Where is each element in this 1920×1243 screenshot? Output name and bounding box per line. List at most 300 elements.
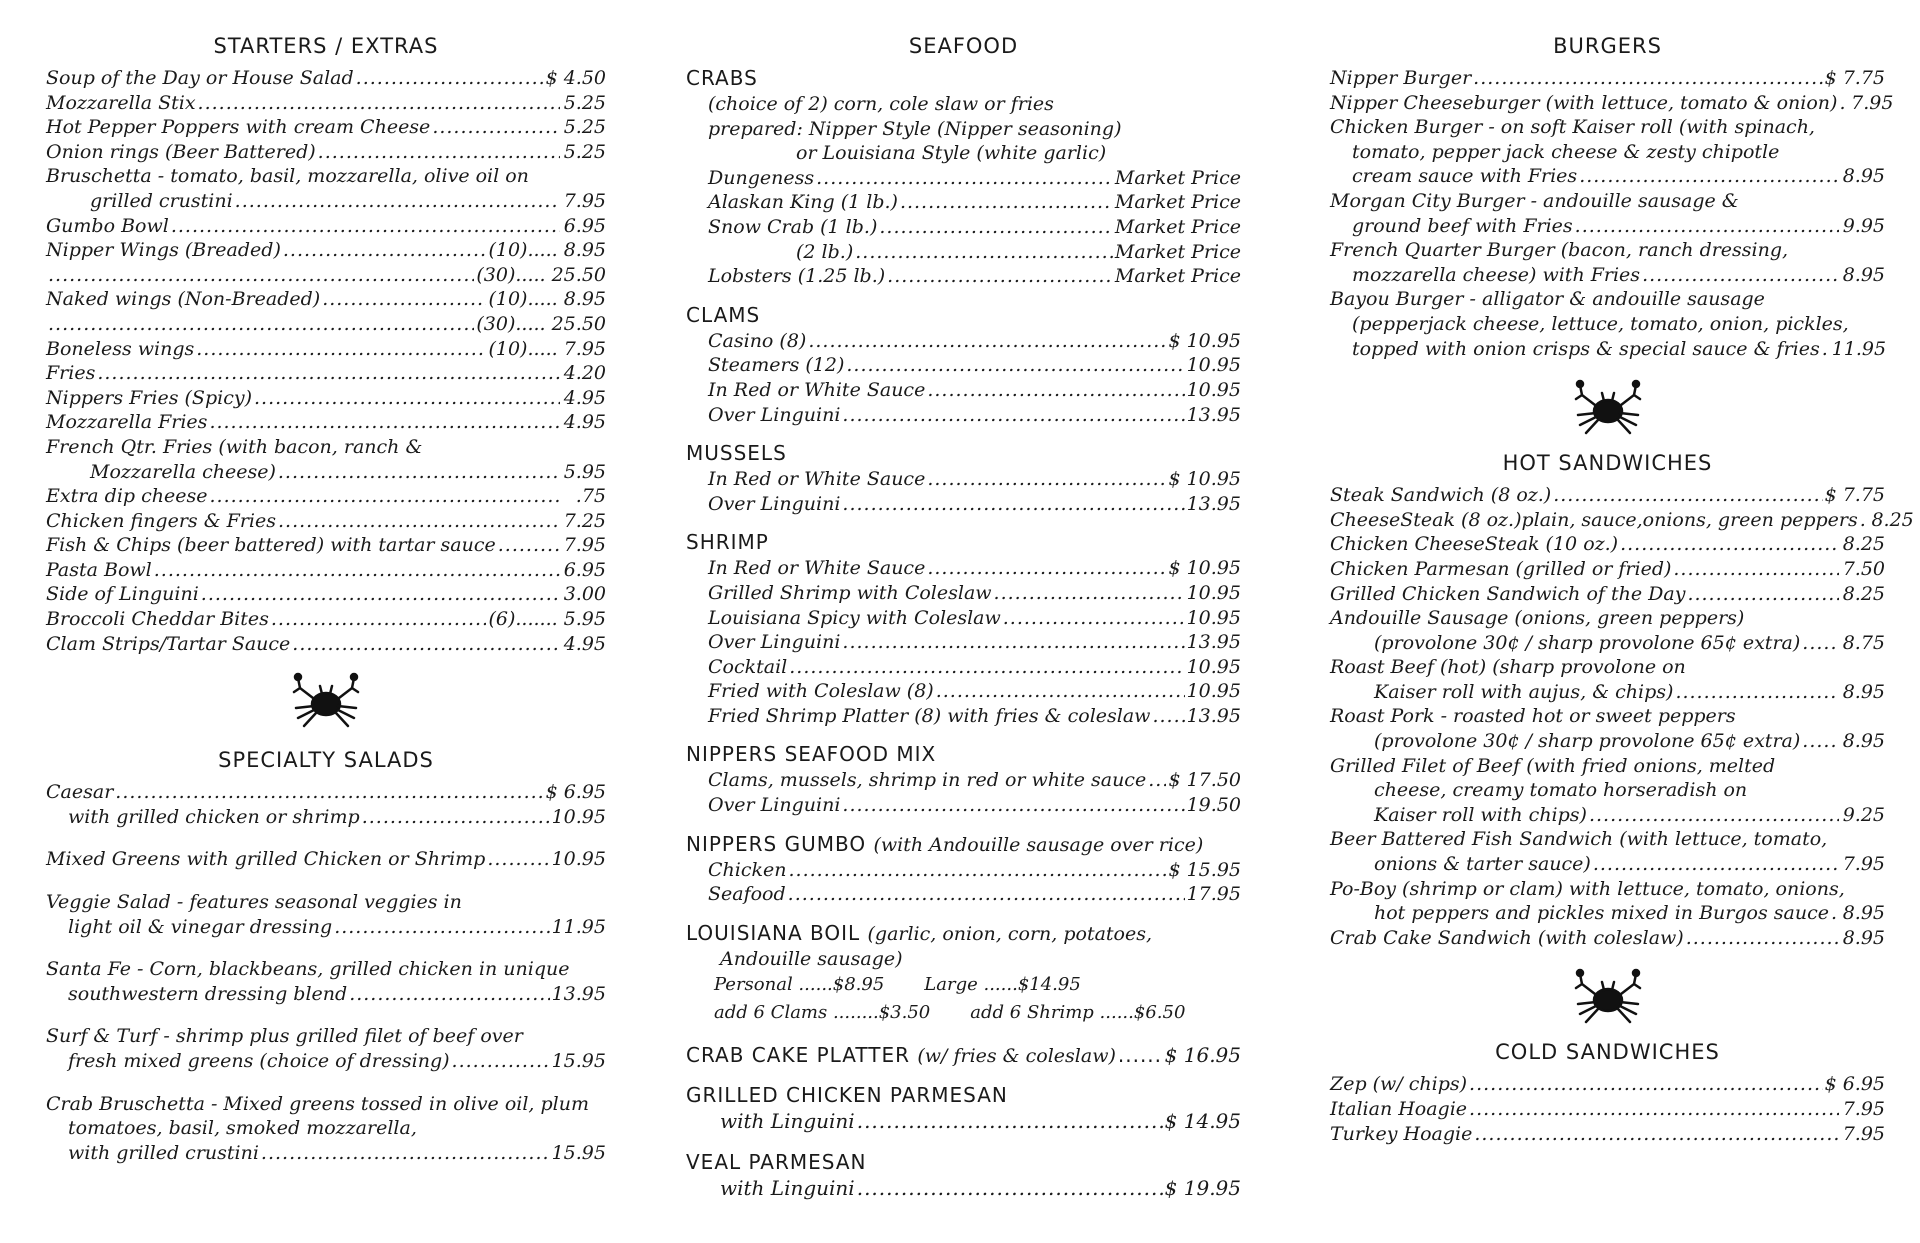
item-price: Market Price	[1114, 166, 1241, 189]
dot-leader	[1003, 606, 1185, 631]
menu-item	[46, 484, 606, 509]
menu-item	[1330, 655, 1885, 680]
crab-icon	[1330, 966, 1885, 1032]
item-name: Nipper Burger	[1330, 67, 1472, 89]
menu-item	[1330, 680, 1885, 705]
clams-heading: CLAMS	[686, 302, 761, 327]
menu-item	[46, 847, 606, 872]
seafood-title: SEAFOOD	[908, 34, 1019, 58]
item-price: 4.95	[563, 386, 606, 409]
dot-leader	[1687, 582, 1839, 607]
shrimp-heading: SHRIMP	[686, 530, 769, 555]
item-price: 8.25	[1842, 582, 1885, 605]
column-middle	[686, 34, 1241, 1200]
dot-leader	[1553, 483, 1822, 508]
boil-add-clams: add 6 Clams ........$3.50	[714, 1002, 931, 1024]
salad-group	[46, 957, 606, 1006]
item-name: Grilled Filet of Beef (with fried onions, melted	[1330, 754, 1776, 777]
dot-leader	[278, 460, 560, 485]
menu-item	[46, 214, 606, 239]
dot-leader	[261, 1141, 550, 1166]
mussels-heading: MUSSELS	[686, 441, 787, 466]
column-left	[46, 34, 606, 1165]
burgers-list	[1330, 66, 1894, 361]
dot-leader	[936, 679, 1185, 704]
item-price: 8.95	[1842, 902, 1885, 925]
cold-sandwiches-list	[1330, 1072, 1885, 1146]
menu-item	[1330, 1072, 1885, 1097]
menu-item	[46, 1049, 606, 1074]
menu-item	[686, 704, 1241, 729]
item-price: $ 15.95	[1168, 858, 1241, 881]
menu-item	[1330, 631, 1885, 656]
menu-item	[1330, 901, 1885, 926]
menu-item	[1330, 877, 1885, 902]
mix-heading: NIPPERS SEAFOOD MIX	[686, 742, 937, 767]
dot-leader	[788, 882, 1185, 907]
menu-item	[46, 509, 606, 534]
item-name: Mozzarella Stix	[46, 91, 196, 114]
item-name: Boneless wings	[46, 337, 195, 360]
item-name: Alaskan King (1 lb.)	[708, 191, 898, 214]
item-price: $ 4.50	[545, 67, 606, 89]
item-name: Italian Hoagie	[1330, 1098, 1468, 1120]
dot-leader	[271, 607, 487, 632]
item-name: light oil & vinegar dressing	[68, 915, 333, 938]
item-price: 7.95	[563, 189, 606, 212]
menu-item	[686, 264, 1241, 289]
item-name: Nipper Wings (Breaded)	[46, 239, 281, 262]
dot-leader	[842, 492, 1184, 517]
dot-leader	[154, 558, 560, 583]
item-name: Grilled Shrimp with Coleslaw	[708, 581, 992, 604]
item-name: (pepperjack cheese, lettuce, tomato, onion, pickles,	[1352, 312, 1849, 335]
item-price: 5.25	[563, 91, 606, 114]
crabs-note-3: or Louisiana Style (white garlic)	[796, 142, 1107, 165]
boil-addons	[686, 999, 1241, 1027]
dot-leader	[1642, 263, 1839, 288]
item-name: Nipper Cheeseburger (with lettuce, tomato & onion)	[1330, 91, 1838, 114]
dot-leader	[1831, 901, 1839, 926]
item-name: Lobsters (1.25 lb.)	[708, 265, 886, 288]
item-name: Clam Strips/Tartar Sauce	[46, 632, 291, 655]
menu-item	[686, 768, 1241, 793]
item-name: with grilled crustini	[68, 1141, 259, 1164]
item-name: tomato, pepper jack cheese & zesty chipotle	[1352, 140, 1780, 163]
dot-leader	[322, 287, 486, 312]
menu-item	[46, 435, 606, 460]
item-name: with grilled chicken or shrimp	[68, 805, 360, 828]
item-name: French Qtr. Fries (with bacon, ranch &	[46, 435, 423, 458]
menu-item	[686, 190, 1241, 215]
dot-leader	[927, 467, 1166, 492]
item-price: 8.25	[1871, 508, 1914, 531]
item-price: 5.95	[563, 460, 606, 483]
chicken-parm-heading: GRILLED CHICKEN PARMESAN	[686, 1083, 1008, 1108]
boil-note: (garlic, onion, corn, potatoes,	[867, 922, 1153, 945]
gumbo-heading	[686, 832, 1241, 856]
item-name: Mozzarella Fries	[46, 411, 208, 434]
item-name: hot peppers and pickles mixed in Burgos sauce	[1374, 902, 1829, 925]
dot-leader	[209, 410, 560, 435]
item-price: 10.95	[1186, 680, 1241, 703]
hot-sandwiches-list	[1330, 483, 1914, 950]
item-price: $ 7.75	[1824, 67, 1885, 89]
item-name: French Quarter Burger (bacon, ranch dressing,	[1330, 239, 1789, 262]
item-price: 8.95	[1842, 730, 1885, 753]
menu-item	[46, 460, 606, 485]
item-name: Extra dip cheese	[46, 485, 208, 508]
item-price: 17.95	[1186, 883, 1241, 906]
item-price: 5.25	[563, 116, 606, 139]
menu-item	[686, 166, 1241, 191]
menu-item	[46, 805, 606, 830]
veal-parm-row	[686, 1176, 1241, 1201]
item-price: $ 6.95	[1824, 1073, 1885, 1096]
salad-group	[46, 847, 606, 872]
item-name: Fried Shrimp Platter (8) with fries & coleslaw	[708, 704, 1151, 727]
crab-icon	[1330, 377, 1885, 443]
dot-leader	[855, 240, 1113, 265]
item-name: Gumbo Bowl	[46, 214, 169, 237]
item-name: Casino (8)	[708, 329, 807, 352]
menu-item	[1330, 115, 1885, 140]
item-name: Steak Sandwich (8 oz.)	[1330, 484, 1552, 507]
item-price: $ 10.95	[1168, 329, 1241, 352]
menu-item	[1330, 704, 1885, 729]
menu-item	[686, 353, 1241, 378]
chicken-parm-name: with Linguini	[720, 1109, 855, 1134]
menu-item	[1330, 189, 1885, 214]
item-price: 7.95	[1851, 91, 1894, 114]
menu-item	[1330, 532, 1885, 557]
menu-item	[686, 679, 1241, 704]
item-name: CheeseSteak (8 oz.)plain, sauce,onions, green peppers	[1330, 508, 1858, 531]
menu-item	[46, 607, 606, 632]
item-price: $ 10.95	[1168, 557, 1241, 580]
item-price: 13.95	[1186, 403, 1241, 426]
dot-leader	[1469, 1072, 1823, 1097]
dot-leader	[283, 238, 487, 263]
item-name: Grilled Chicken Sandwich of the Day	[1330, 582, 1686, 605]
salad-group	[46, 1024, 606, 1073]
item-price: $ 10.95	[1168, 468, 1241, 491]
item-name: Dungeness	[708, 166, 815, 189]
item-name: Chicken fingers & Fries	[46, 509, 277, 532]
menu-item	[1330, 557, 1885, 582]
dot-leader	[789, 858, 1167, 883]
dot-leader	[1839, 91, 1847, 116]
dot-leader	[452, 1049, 550, 1074]
item-name: Crab Bruschetta - Mixed greens tossed in olive oil, plum	[46, 1092, 590, 1115]
dot-leader	[1152, 704, 1184, 729]
crab-cake-price: $ 16.95	[1164, 1043, 1241, 1068]
dot-leader	[498, 533, 560, 558]
item-name: Surf & Turf - shrimp plus grilled filet of beef over	[46, 1025, 523, 1048]
item-price: 13.95	[551, 982, 606, 1005]
item-name: In Red or White Sauce	[708, 468, 926, 491]
menu-item	[686, 215, 1241, 240]
menu-item	[46, 1116, 606, 1141]
dot-leader	[789, 655, 1184, 680]
item-name: Over Linguini	[708, 492, 841, 515]
item-name: Over Linguini	[708, 631, 841, 654]
dot-leader	[1675, 680, 1839, 705]
item-price: .75	[575, 485, 606, 508]
item-name: Over Linguini	[708, 403, 841, 426]
item-price: (10)..... 7.95	[488, 337, 606, 360]
item-price: (30)..... 25.50	[476, 312, 606, 335]
menu-item	[1330, 852, 1885, 877]
boil-heading-text: LOUISIANA BOIL	[686, 920, 861, 945]
boil-add-shrimp: add 6 Shrimp ......$6.50	[970, 1002, 1186, 1024]
salads-title: SPECIALTY SALADS	[218, 748, 434, 773]
menu-item	[1330, 214, 1885, 239]
item-price: 4.20	[563, 362, 606, 385]
item-name: Kaiser roll with chips)	[1374, 803, 1587, 826]
item-name: cream sauce with Fries	[1352, 165, 1578, 188]
menu-item	[46, 189, 606, 214]
item-name: In Red or White Sauce	[708, 557, 926, 580]
item-name: Crab Cake Sandwich (with coleslaw)	[1330, 926, 1684, 949]
item-name: Po-Boy (shrimp or clam) with lettuce, tomato, onions,	[1330, 877, 1845, 900]
item-price: $ 7.75	[1824, 484, 1885, 507]
gumbo-heading-text: NIPPERS GUMBO	[686, 831, 867, 856]
crab-cake-heading	[686, 1043, 1116, 1069]
item-name: Turkey Hoagie	[1330, 1122, 1473, 1145]
item-price: 8.95	[1842, 263, 1885, 286]
dot-leader	[1802, 729, 1839, 754]
item-name: fresh mixed greens (choice of dressing)	[68, 1050, 450, 1072]
menu-item	[686, 882, 1241, 907]
menu-item	[1330, 1097, 1885, 1122]
item-price: 9.25	[1842, 803, 1885, 826]
item-price: 7.95	[1842, 1098, 1885, 1120]
salad-group	[46, 1092, 606, 1166]
item-price: 15.95	[551, 1050, 606, 1072]
crabs-note-1: (choice of 2) corn, cole slaw or fries	[708, 93, 1054, 115]
item-name: Beer Battered Fish Sandwich (with lettuce, tomato,	[1330, 828, 1828, 851]
menu-item	[46, 361, 606, 386]
hot-sandwiches-title: HOT SANDWICHES	[1502, 451, 1713, 476]
dot-leader	[1579, 164, 1839, 189]
item-name: topped with onion crisps & special sauce & fries	[1352, 337, 1820, 360]
menu-item	[1330, 483, 1885, 508]
item-price: 8.95	[1842, 165, 1885, 188]
menu-item	[46, 410, 606, 435]
menu-item	[1330, 1122, 1885, 1147]
item-name: onions & tarter sauce)	[1374, 853, 1591, 876]
item-name: Mixed Greens with grilled Chicken or Shrimp	[46, 848, 486, 871]
item-price: 8.95	[1842, 926, 1885, 949]
item-price: Market Price	[1114, 265, 1241, 288]
menu-item	[46, 386, 606, 411]
item-price: 10.95	[551, 805, 606, 828]
menu-item	[686, 467, 1241, 492]
dot-leader	[334, 915, 549, 940]
menu-item	[1330, 508, 1914, 533]
item-price: 6.95	[563, 558, 606, 581]
menu-item	[46, 164, 606, 189]
menu-item	[686, 606, 1241, 631]
item-price: 11.95	[551, 915, 606, 938]
dot-leader	[808, 329, 1166, 354]
dot-leader	[1589, 803, 1839, 828]
item-name: cheese, creamy tomato horseradish on	[1374, 779, 1748, 802]
item-price: Market Price	[1114, 215, 1241, 238]
dot-leader	[887, 264, 1113, 289]
dot-leader	[1802, 631, 1839, 656]
item-name: Louisiana Spicy with Coleslaw	[708, 606, 1001, 629]
dot-leader	[48, 312, 474, 337]
item-name: Hot Pepper Poppers with cream Cheese	[46, 116, 431, 139]
dot-leader	[842, 793, 1184, 818]
item-name: Chicken Burger - on soft Kaiser roll (with spinach,	[1330, 116, 1815, 139]
dot-leader	[1593, 852, 1839, 877]
boil-heading	[686, 921, 1241, 945]
menu-item	[46, 533, 606, 558]
dot-leader	[198, 91, 560, 116]
menu-item	[686, 630, 1241, 655]
dot-leader	[115, 780, 543, 805]
salad-group	[46, 890, 606, 939]
item-price: 10.95	[1186, 606, 1241, 629]
burgers-title: BURGERS	[1553, 34, 1662, 58]
menu-item	[686, 403, 1241, 428]
item-name: Zep (w/ chips)	[1330, 1073, 1468, 1096]
gumbo-list	[686, 858, 1241, 907]
item-name: Fried with Coleslaw (8)	[708, 680, 934, 703]
mix-list	[686, 768, 1241, 817]
item-price: Market Price	[1114, 240, 1241, 263]
menu-item	[1330, 263, 1885, 288]
dot-leader	[1860, 508, 1868, 533]
menu-item	[46, 1092, 606, 1117]
item-price: $ 17.50	[1168, 769, 1241, 792]
item-name: Cocktail	[708, 655, 788, 678]
item-price: 7.95	[1842, 1122, 1885, 1145]
chicken-parm-row	[686, 1109, 1241, 1134]
menu-item	[46, 337, 606, 362]
menu-item	[46, 558, 606, 583]
item-name: Onion rings (Beer Battered)	[46, 140, 316, 163]
item-name: Veggie Salad - features seasonal veggies in	[46, 891, 462, 914]
chicken-parm-price: $ 14.95	[1164, 1109, 1241, 1134]
item-name: mozzarella cheese) with Fries	[1352, 263, 1641, 286]
menu-item	[1330, 606, 1885, 631]
dot-leader	[846, 353, 1184, 378]
column-right	[1330, 34, 1914, 1146]
item-name: (provolone 30¢ / sharp provolone 65¢ extra)	[1374, 730, 1801, 753]
dot-leader	[487, 847, 549, 872]
dot-leader	[927, 378, 1184, 403]
dot-leader	[1686, 926, 1839, 951]
item-price: 7.50	[1842, 557, 1885, 580]
item-price: (6)....... 5.95	[488, 608, 606, 631]
veal-parm-name: with Linguini	[720, 1175, 855, 1200]
menu-item	[1330, 827, 1885, 852]
menu-item	[46, 582, 606, 607]
item-price: 6.95	[563, 214, 606, 237]
item-price: 8.25	[1842, 533, 1885, 556]
menu-item	[686, 581, 1241, 606]
menu-item	[1330, 337, 1885, 362]
menu-item	[686, 378, 1241, 403]
item-name: southwestern dressing blend	[68, 982, 348, 1005]
dot-leader	[254, 386, 560, 411]
item-price: 10.95	[1186, 378, 1241, 401]
item-price: 4.95	[563, 632, 606, 655]
item-price: 9.95	[1842, 214, 1885, 237]
mussels-list	[686, 467, 1241, 516]
item-name: Chicken Parmesan (grilled or fried)	[1330, 557, 1672, 580]
salads-list	[46, 780, 606, 1165]
menu-item	[1330, 312, 1885, 337]
item-price: 7.25	[563, 509, 606, 532]
boil-large: Large ......$14.95	[924, 974, 1081, 996]
dot-leader	[900, 190, 1113, 215]
menu-item	[686, 329, 1241, 354]
item-name: Caesar	[46, 781, 114, 804]
dot-leader	[171, 214, 560, 239]
item-price: 10.95	[1186, 354, 1241, 377]
dot-leader	[292, 632, 560, 657]
item-name: tomatoes, basil, smoked mozzarella,	[68, 1117, 417, 1140]
dot-leader	[209, 484, 560, 509]
item-name: Soup of the Day or House Salad	[46, 67, 354, 89]
menu-item	[1330, 66, 1885, 91]
menu-item	[46, 1141, 606, 1166]
menu-item	[1330, 164, 1885, 189]
dot-leader	[879, 215, 1112, 240]
item-name: Fries	[46, 362, 96, 385]
menu-item	[1330, 803, 1885, 828]
item-name: Nippers Fries (Spicy)	[46, 386, 252, 409]
dot-leader	[1473, 66, 1822, 91]
item-price: 11.95	[1831, 337, 1887, 360]
menu-item	[46, 115, 606, 140]
dot-leader	[1822, 337, 1830, 362]
item-name: Chicken	[708, 858, 787, 881]
cold-sandwiches-title: COLD SANDWICHES	[1495, 1040, 1720, 1065]
crabs-note-2: prepared: Nipper Style (Nipper seasoning)	[708, 117, 1122, 140]
item-price: (30)..... 25.50	[476, 263, 606, 286]
item-name: Bruschetta - tomato, basil, mozzarella, olive oil on	[46, 165, 529, 188]
dot-leader	[349, 982, 549, 1007]
crab-cake-platter	[686, 1043, 1241, 1069]
gumbo-note: (with Andouille sausage over rice)	[873, 833, 1204, 856]
menu-item	[46, 312, 606, 337]
dot-leader	[1575, 214, 1839, 239]
dot-leader	[842, 630, 1184, 655]
menu-item	[46, 238, 606, 263]
item-price: Market Price	[1114, 191, 1241, 214]
item-name: Seafood	[708, 883, 786, 906]
menu-item	[686, 556, 1241, 581]
dot-leader	[278, 509, 560, 534]
dot-leader	[1148, 768, 1166, 793]
item-price: 7.95	[563, 534, 606, 557]
menu-item	[1330, 91, 1894, 116]
item-price: (10)..... 8.95	[488, 288, 606, 311]
crab-icon	[46, 670, 606, 736]
item-price: 13.95	[1186, 631, 1241, 654]
item-name: Roast Pork - roasted hot or sweet peppers	[1330, 705, 1736, 728]
dot-leader	[235, 189, 560, 214]
dot-leader	[842, 403, 1184, 428]
menu-item	[1330, 729, 1885, 754]
menu-item	[46, 1024, 606, 1049]
